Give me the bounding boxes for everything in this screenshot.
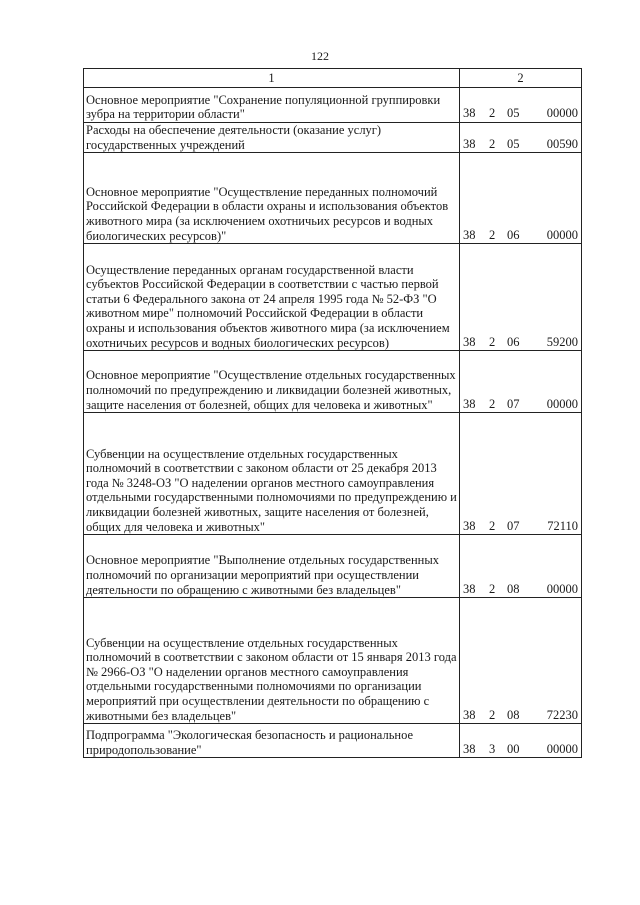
row-code: [460, 413, 582, 535]
code-direction: 72110: [547, 518, 578, 533]
code-measure: 05: [507, 136, 520, 151]
code-measure: 05: [507, 106, 520, 121]
table-row: [84, 413, 582, 535]
header-col-code: 2: [460, 69, 582, 88]
table-row: [84, 598, 582, 724]
row-description: Основное мероприятие "Осуществление переданных полномочий Российской Федерации в области охраны и использования объектов животного мира (за исключением охотничьих ресурсов и водных биологических ресурсов)": [84, 153, 460, 244]
row-code: [460, 724, 582, 758]
code-measure: 08: [507, 707, 520, 722]
code-direction: 00000: [546, 581, 578, 596]
code-program: 38: [463, 396, 476, 411]
code-measure: 07: [507, 518, 520, 533]
page-number: 122: [311, 49, 329, 63]
row-description: Расходы на обеспечение деятельности (оказание услуг) государственных учреждений: [84, 123, 460, 153]
budget-table: [83, 68, 582, 758]
code-subprogram: 2: [489, 518, 496, 533]
code-subprogram: 2: [489, 396, 496, 411]
code-subprogram: 2: [489, 106, 496, 121]
header-col-description: 1: [84, 69, 460, 88]
code-direction: 59200: [546, 334, 578, 349]
row-description: Основное мероприятие "Сохранение популяционной группировки зубра на территории области": [84, 88, 460, 123]
code-measure: 06: [507, 334, 520, 349]
code-program: 38: [463, 707, 476, 722]
table-header-row: [84, 69, 582, 88]
table-body: [84, 88, 582, 758]
row-code: [460, 351, 582, 413]
row-description: Субвенции на осуществление отдельных государственных полномочий в соответствии с законом области от 25 декабря 2013 года № 3248-ОЗ "О наделении органов местного самоуправления отдельными государственными полномочиями по предупреждению и ликвидации болезней животных, защите населения от болезней, общих для человека и животных": [84, 413, 460, 535]
code-direction: 00000: [546, 106, 578, 121]
code-measure: 07: [507, 396, 520, 411]
code-program: 38: [463, 334, 476, 349]
row-description: Субвенции на осуществление отдельных государственных полномочий в соответствии с законом области от 15 января 2013 года № 2966-ОЗ "О наделении органов местного самоуправления отдельными государственными полномочиями по организации мероприятий при осуществлении деятельности по обращению с животными без владельцев": [84, 598, 460, 724]
table-row: [84, 244, 582, 351]
code-measure: 08: [507, 581, 520, 596]
code-subprogram: 2: [489, 581, 496, 596]
code-subprogram: 2: [489, 227, 496, 242]
row-code: [460, 123, 582, 153]
table-row: [84, 153, 582, 244]
code-subprogram: 2: [489, 136, 496, 151]
row-description: Основное мероприятие "Осуществление отдельных государственных полномочий по предупреждению и ликвидации болезней животных, защите населения от болезней, общих для человека и животных": [84, 351, 460, 413]
code-program: 38: [463, 227, 476, 242]
code-program: 38: [463, 741, 476, 756]
row-description: Подпрограмма "Экологическая безопасность и рациональное природопользование": [84, 724, 460, 758]
row-description: Осуществление переданных органам государственной власти субъектов Российской Федерации в соответствии с частью первой статьи 6 Федерального закона от 24 апреля 1995 года № 52-ФЗ "О животном мире" полномочий Российской Федерации в области охраны и использования объектов животного мира (за исключением охотничьих ресурсов и водных биологических ресурсов): [84, 244, 460, 351]
table-row: [84, 724, 582, 758]
code-direction: 00000: [546, 741, 578, 756]
code-subprogram: 2: [489, 334, 496, 349]
table-row: [84, 88, 582, 123]
table-row: [84, 535, 582, 598]
code-program: 38: [463, 136, 476, 151]
code-subprogram: 2: [489, 707, 496, 722]
table-row: [84, 351, 582, 413]
code-program: 38: [463, 581, 476, 596]
code-direction: 72230: [546, 707, 578, 722]
row-code: [460, 153, 582, 244]
code-measure: 06: [507, 227, 520, 242]
code-program: 38: [463, 518, 476, 533]
row-description: Основное мероприятие "Выполнение отдельных государственных полномочий по организации мероприятий при осуществлении деятельности по обращению с животными без владельцев": [84, 535, 460, 598]
row-code: [460, 88, 582, 123]
code-direction: 00000: [546, 227, 578, 242]
code-program: 38: [463, 106, 476, 121]
code-measure: 00: [507, 741, 520, 756]
code-direction: 00590: [546, 136, 578, 151]
row-code: [460, 598, 582, 724]
code-direction: 00000: [546, 396, 578, 411]
row-code: [460, 535, 582, 598]
table-row: [84, 123, 582, 153]
code-subprogram: 3: [489, 741, 496, 756]
row-code: [460, 244, 582, 351]
